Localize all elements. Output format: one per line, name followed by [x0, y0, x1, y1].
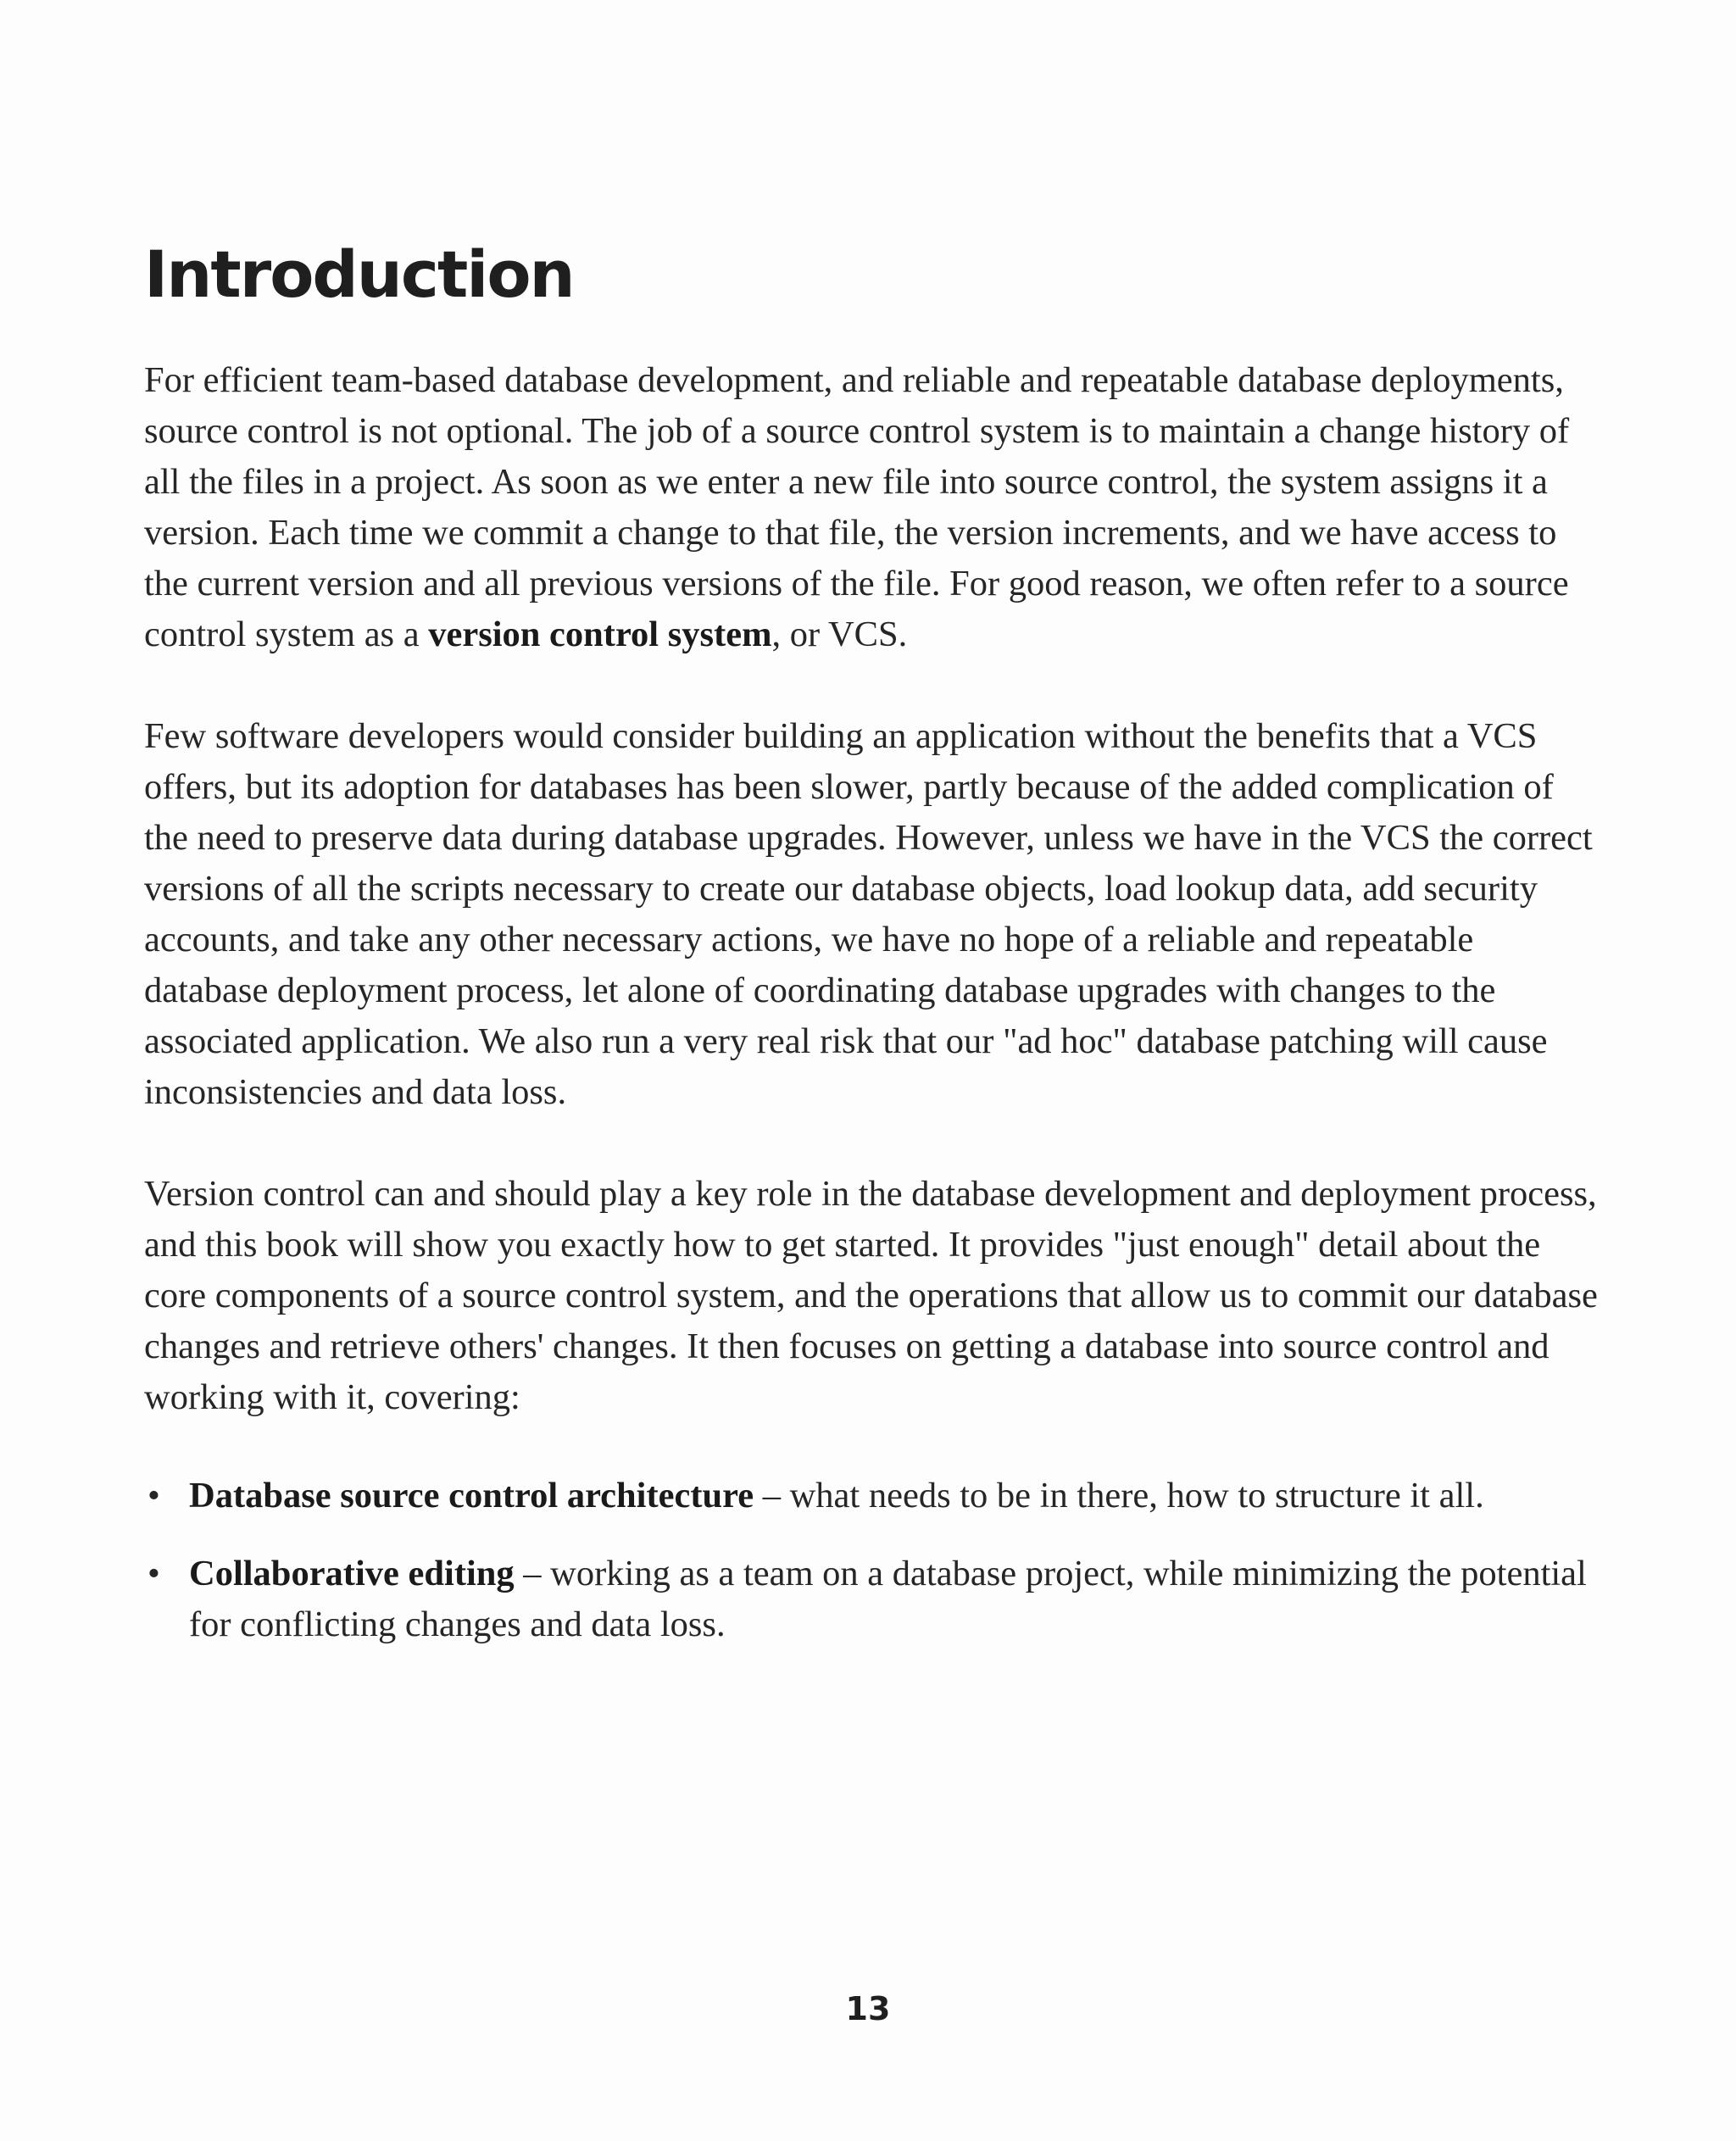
term-version-control-system: version control system	[428, 614, 772, 655]
paragraph-1-text: For efficient team-based database development, and reliable and repeatable database deployments, source control is not optional. The job of a source control system is to maintain a change history of all the files in a project. As soon as we enter a new file into source control, the system assigns it a version. Each time we commit a change to that file, the version increments, and we have access to the current version and all previous versions of the file. For good reason, we often refer to a source control system as a	[144, 360, 1570, 655]
page-number: 13	[845, 1990, 891, 2027]
bullet-icon: •	[147, 1476, 160, 1516]
list-item	[144, 1471, 1602, 1521]
list-item-title: Collaborative editing	[189, 1554, 515, 1594]
intro-paragraph-1	[144, 355, 1602, 660]
bullet-icon: •	[147, 1554, 160, 1594]
list-item-text: – working as a team on a database project, while minimizing the potential for conflicting changes and data loss.	[189, 1554, 1587, 1645]
page-content	[144, 237, 1602, 1677]
page-title: Introduction	[144, 236, 574, 312]
topics-list	[144, 1471, 1602, 1650]
list-item-text: – what needs to be in there, how to structure it all.	[754, 1476, 1484, 1516]
paragraph-1-text-end: , or VCS.	[771, 614, 908, 655]
list-item-title: Database source control architecture	[189, 1476, 754, 1516]
intro-paragraph-3: Version control can and should play a key role in the database development and deployment process, and this book will show you exactly how to get started. It provides "just enough" detail about the core components of a source control system, and the operations that allow us to commit our database changes and retrieve others' changes. It then focuses on getting a database into source control and working with it, covering:	[144, 1174, 1598, 1418]
list-item	[144, 1549, 1602, 1650]
intro-paragraph-2: Few software developers would consider building an application without the benefits that a VCS offers, but its adoption for databases has been slower, partly because of the added complication of the need to preserve data during database upgrades. However, unless we have in the VCS the correct versions of all the scripts necessary to create our database objects, load lookup data, add security accounts, and take any other necessary actions, we have no hope of a reliable and repeatable database deployment process, let alone of coordinating database upgrades with changes to the associated application. We also run a very real risk that our "ad hoc" database patching will cause inconsistencies and data loss.	[144, 716, 1593, 1113]
